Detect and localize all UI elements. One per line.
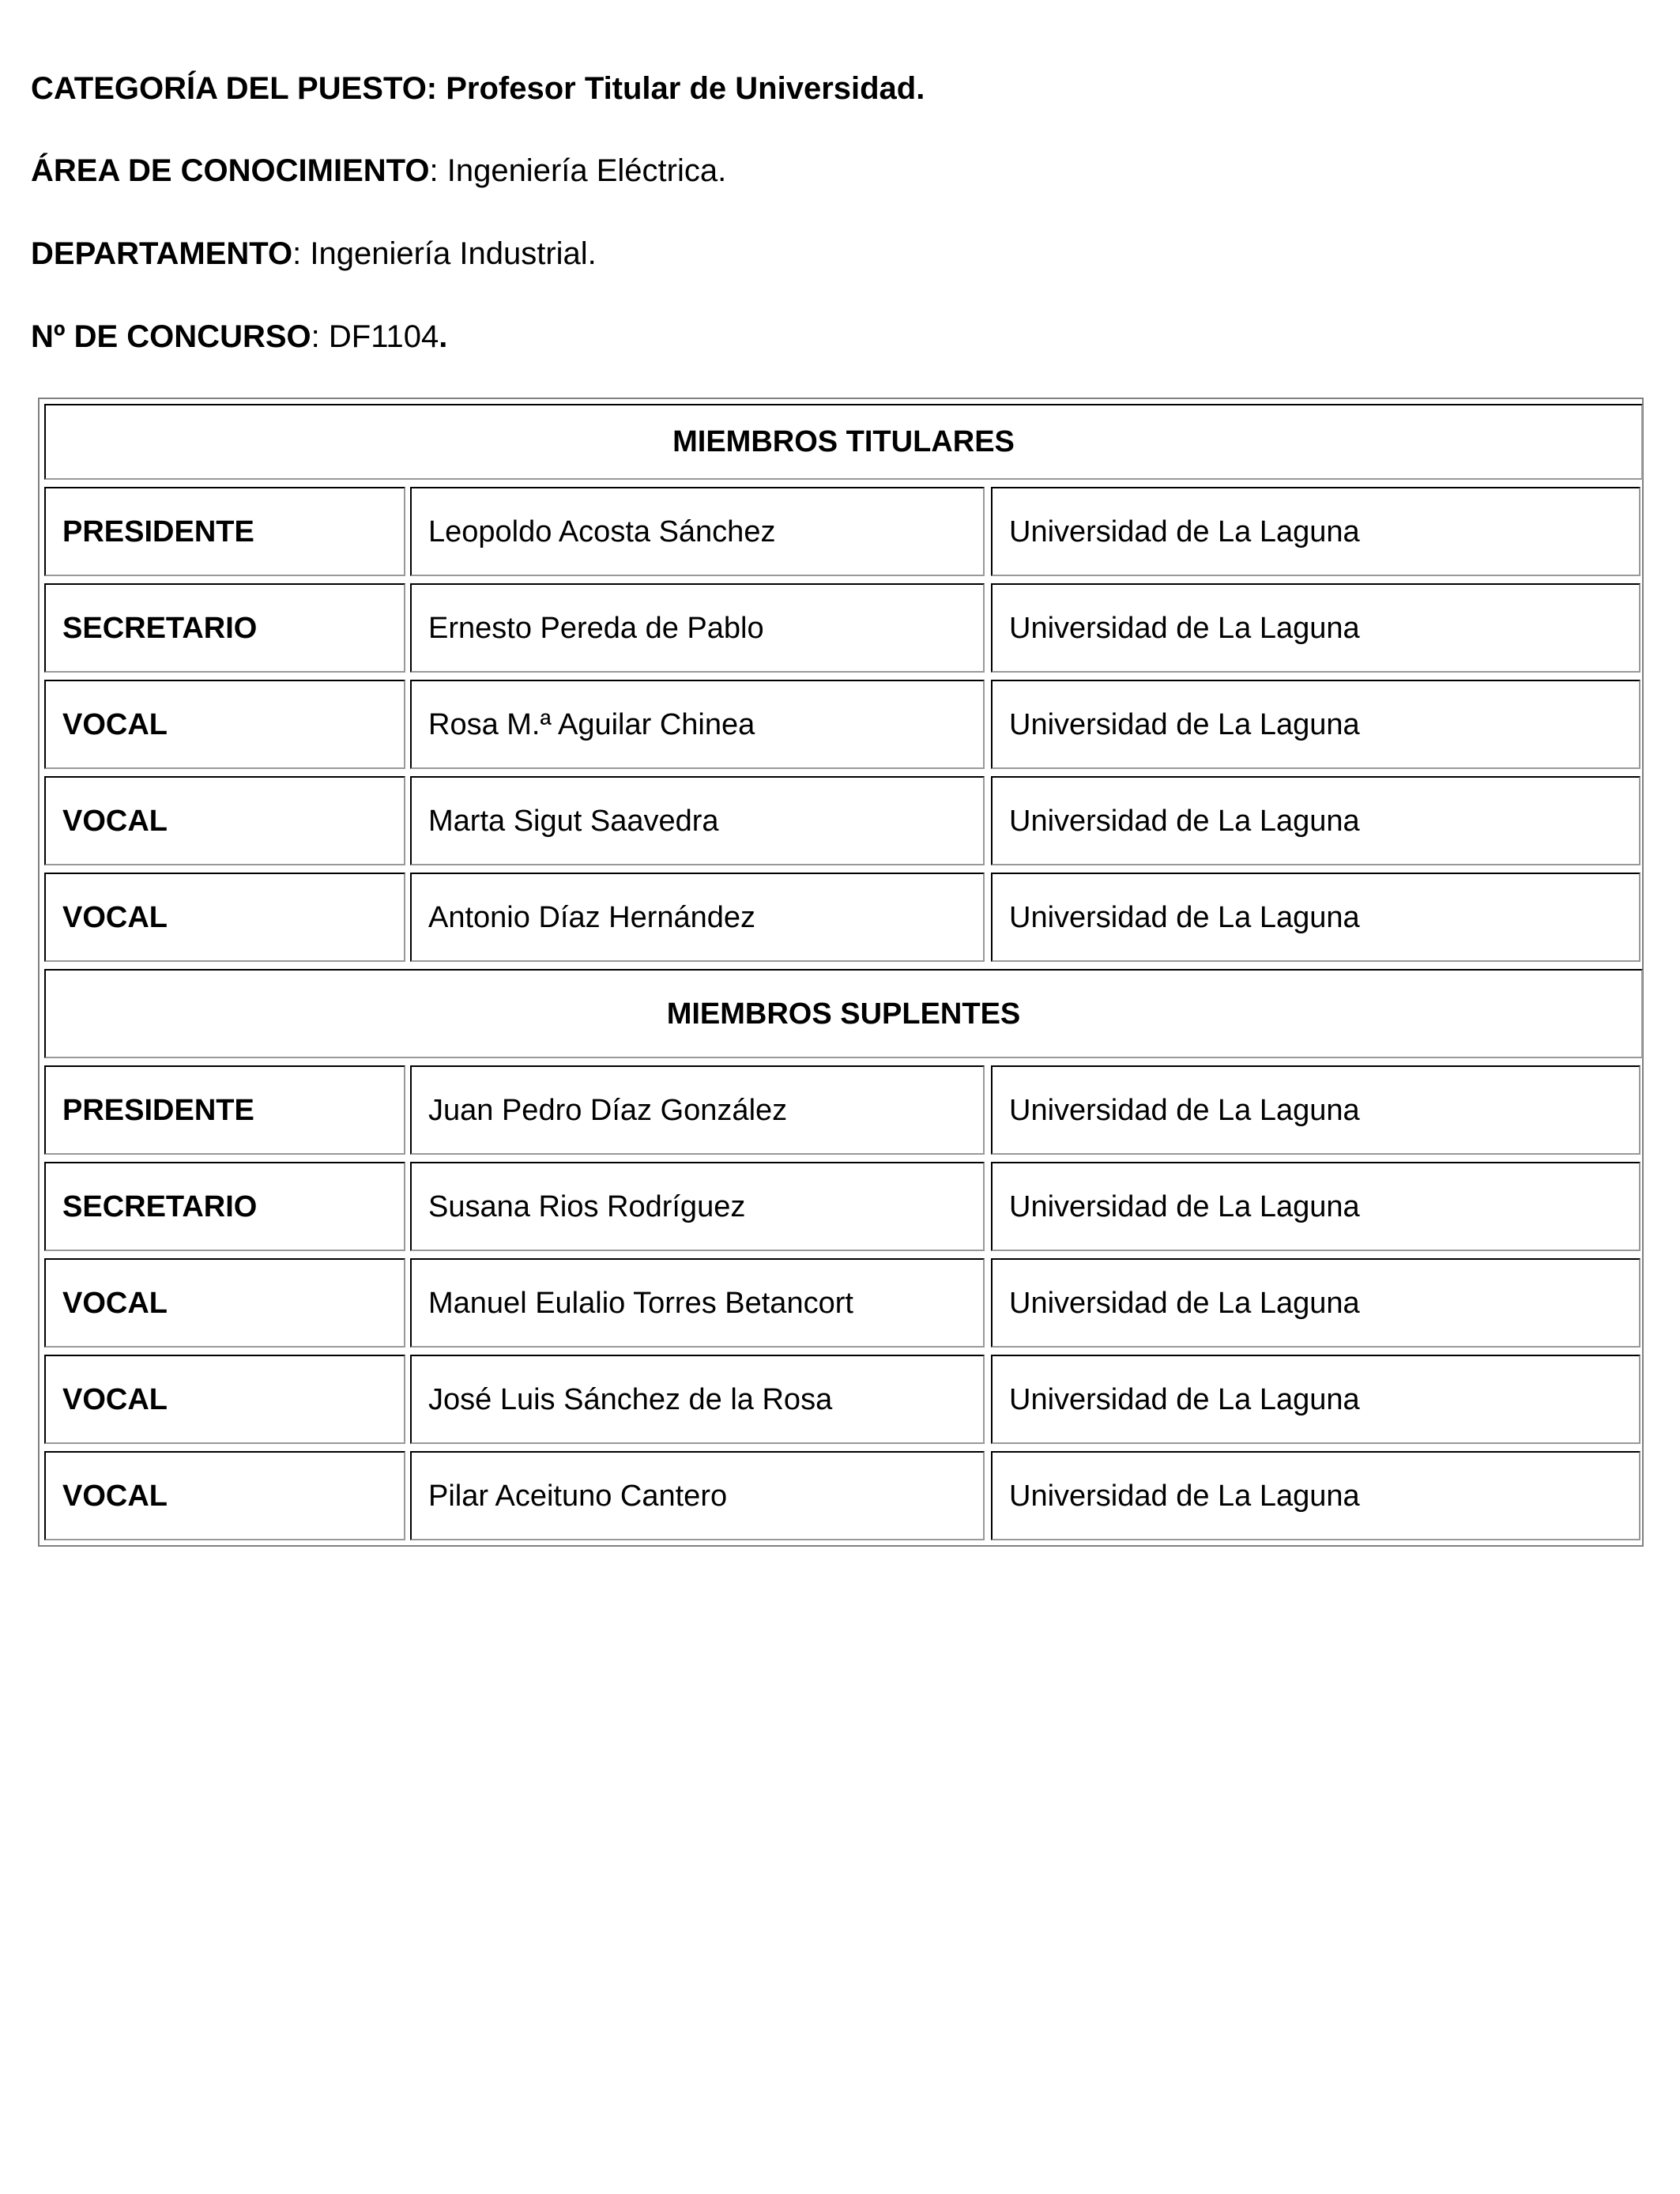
- titulares-university: Universidad de La Laguna: [991, 873, 1640, 962]
- titulares-heading: MIEMBROS TITULARES: [44, 404, 1643, 480]
- suplentes-name: José Luis Sánchez de la Rosa: [410, 1355, 985, 1444]
- titulares-name: Leopoldo Acosta Sánchez: [410, 487, 985, 576]
- suplentes-role: PRESIDENTE: [44, 1065, 405, 1155]
- area-label: ÁREA DE CONOCIMIENTO: [31, 153, 430, 188]
- titulares-name: Antonio Díaz Hernández: [410, 873, 985, 962]
- concurso-label: Nº DE CONCURSO: [31, 319, 311, 354]
- suplentes-heading: MIEMBROS SUPLENTES: [44, 969, 1643, 1058]
- area-value: : Ingeniería Eléctrica.: [429, 153, 727, 188]
- suplentes-university: Universidad de La Laguna: [991, 1258, 1640, 1348]
- concurso-line: [31, 318, 447, 356]
- titulares-role: VOCAL: [44, 680, 405, 769]
- tribunal-table: [38, 398, 1644, 1547]
- suplentes-name: Pilar Aceituno Cantero: [410, 1451, 985, 1540]
- titulares-university: Universidad de La Laguna: [991, 776, 1640, 865]
- titulares-role: VOCAL: [44, 873, 405, 962]
- departamento-line: [31, 235, 597, 273]
- suplentes-name: Juan Pedro Díaz González: [410, 1065, 985, 1155]
- concurso-value: : DF1104: [311, 319, 439, 354]
- titulares-role: PRESIDENTE: [44, 487, 405, 576]
- suplentes-role: SECRETARIO: [44, 1162, 405, 1251]
- categoria-line: [31, 70, 925, 107]
- titulares-role: SECRETARIO: [44, 583, 405, 673]
- departamento-value: : Ingeniería Industrial.: [292, 236, 597, 271]
- suplentes-role: VOCAL: [44, 1451, 405, 1540]
- area-line: [31, 152, 726, 190]
- categoria-label: CATEGORÍA DEL PUESTO:: [31, 71, 438, 106]
- categoria-value: Profesor Titular de Universidad.: [446, 71, 925, 106]
- suplentes-role: VOCAL: [44, 1355, 405, 1444]
- suplentes-name: Manuel Eulalio Torres Betancort: [410, 1258, 985, 1348]
- suplentes-name: Susana Rios Rodríguez: [410, 1162, 985, 1251]
- suplentes-university: Universidad de La Laguna: [991, 1065, 1640, 1155]
- titulares-university: Universidad de La Laguna: [991, 487, 1640, 576]
- suplentes-university: Universidad de La Laguna: [991, 1451, 1640, 1540]
- titulares-role: VOCAL: [44, 776, 405, 865]
- suplentes-university: Universidad de La Laguna: [991, 1162, 1640, 1251]
- suplentes-university: Universidad de La Laguna: [991, 1355, 1640, 1444]
- titulares-name: Rosa M.ª Aguilar Chinea: [410, 680, 985, 769]
- titulares-name: Ernesto Pereda de Pablo: [410, 583, 985, 673]
- titulares-university: Universidad de La Laguna: [991, 680, 1640, 769]
- concurso-end: .: [439, 319, 448, 354]
- suplentes-role: VOCAL: [44, 1258, 405, 1348]
- departamento-label: DEPARTAMENTO: [31, 236, 293, 271]
- titulares-name: Marta Sigut Saavedra: [410, 776, 985, 865]
- titulares-university: Universidad de La Laguna: [991, 583, 1640, 673]
